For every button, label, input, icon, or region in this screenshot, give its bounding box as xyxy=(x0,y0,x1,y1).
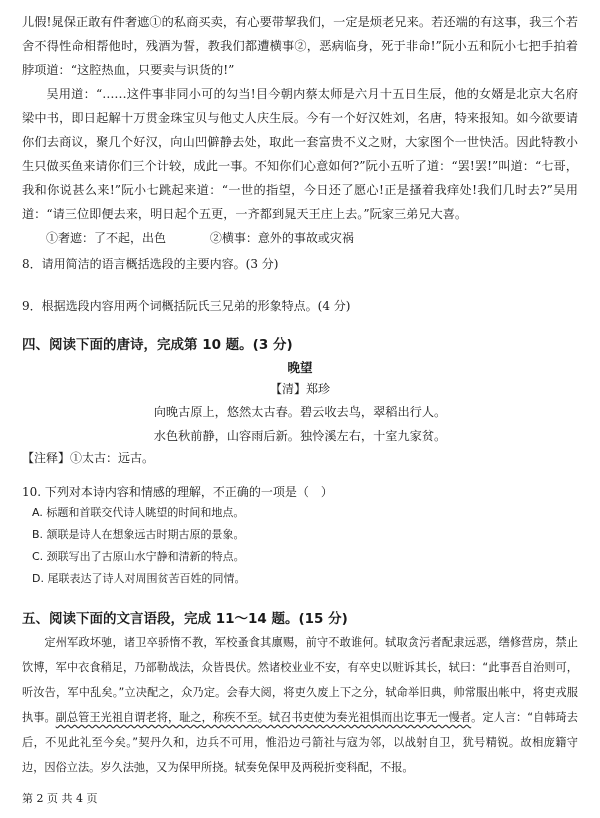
page-footer: 第 2 页 共 4 页 xyxy=(22,792,98,805)
vocabulary-notes xyxy=(22,226,578,250)
section-4-title: 四、阅读下面的唐诗，完成第 10 题。(3 分) xyxy=(22,337,293,353)
poem-author: 【清】郑珍 xyxy=(269,382,330,396)
poem-title: 晚望 xyxy=(287,360,313,375)
section-5-title: 五、阅读下面的文言语段，完成 11～14 题。(15 分) xyxy=(22,611,348,627)
poem-annotation: 【注释】①太古：远古。 xyxy=(22,451,155,465)
question-10-option-d: D. 尾联表达了诗人对周围贫苦百姓的同情。 xyxy=(32,572,246,585)
story-paragraph-2: 吴用道：“……这件事非同小可的勾当!目今朝内蔡太师是六月十五日生辰，他的女婿是北京大名府梁中书，即日起解十万贯金珠宝贝与他丈人庆生辰。今有一个好汉姓刘，名唐，特来报知。如今欲要请你们去商议，聚几个好汉，向山凹僻静去处，取此一套富贵不义之财，大家图个一世快活。因此特教小生只做买鱼来请你们三个计较，成此一事。不知你们心意如何?”阮小五听了道：“罢!罢!”叫道：“七哥，我和你说甚么来!”阮小七跳起来道：“一世的指望，今日还了愿心!正是搔着我痒处!我们几时去?”吴用道：“请三位即便去来，明日起个五更，一齐都到晁天王庄上去。”阮家三弟兄大喜。 xyxy=(22,87,578,221)
question-10-option-c: C. 颈联写出了古原山水宁静和清新的特点。 xyxy=(32,550,245,563)
question-10-stem: 10. 下列对本诗内容和情感的理解，不正确的一项是（ ） xyxy=(22,485,333,499)
note-shezhe: ①奢遮：了不起，出色 xyxy=(46,231,167,245)
question-10-option-b: B. 颔联是诗人在想象远古时期古原的景象。 xyxy=(32,528,245,541)
question-8: 8．请用简洁的语言概括选段的主要内容。(3 分) xyxy=(22,257,279,271)
classical-text-part-1: 定州军政坏驰，诸卫卒骄惰不教，军校蚤食其廪赐，前守不敢谁何。轼取贪污者配隶远恶，缮修营房，禁止饮博，军中衣食稍足，乃部勒战法，众皆畏伏。然诸校业业不安，有卒史以赃诉其长，轼曰：“此事吾自治则可，听汝告，军中乱矣。”立决配之，众乃定。会春大阅，将吏久废上下之分，轼命举旧典，帅常服出帐中，将吏戎服执事。 xyxy=(22,636,578,724)
classical-text-part-2: 。定人言：“自韩琦去后，不见此礼至今矣。”契丹久和，边兵不可用，惟沿边弓箭社与寇为邻，以战射自卫，犹号精锐。故相庞籍守边，因俗立法。岁久法弛，又为保甲所挠。轼奏免保甲及两税折变科配，不报。 xyxy=(22,711,578,774)
note-hengshi: ②横事：意外的事故或灾祸 xyxy=(209,231,354,245)
wavy-underlined-sentence: 副总管王光祖自谓老将，耻之，称疾不至。轼召书吏使为奏光祖惧而出讫事无一慢者 xyxy=(55,711,472,724)
question-10-option-a: A. 标题和首联交代诗人眺望的时间和地点。 xyxy=(32,506,245,519)
poem-line-2: 水色秋前静，山容雨后新。独怜溪左右，十室九家贫。 xyxy=(153,429,447,443)
story-paragraph-1: 儿假!晁保正敢有件奢遮①的私商买卖，有心要带挈我们，一定是烦老兄来。若还端的有这事，我三个若舍不得性命相帮他时，残酒为誓，教我们都遭横事②，恶病临身，死于非命!”阮小五和阮小七把手拍着脖项道：“这腔热血，只要卖与识货的!” xyxy=(22,15,578,77)
question-9: 9．根据选段内容用两个词概括阮氏三兄弟的形象特点。(4 分) xyxy=(22,299,351,313)
poem-line-1: 向晚古原上，悠然太古春。碧云收去鸟，翠稻出行人。 xyxy=(153,405,447,419)
classical-passage xyxy=(22,630,578,780)
